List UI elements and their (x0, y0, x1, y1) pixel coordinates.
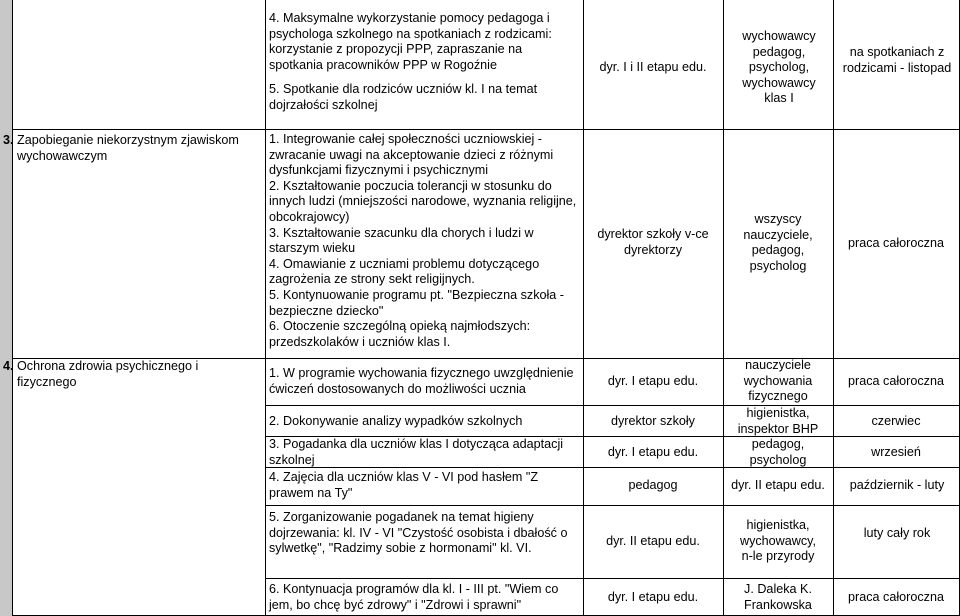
responsible-cell: dyrektor szkoły v-ce dyrektorzy (597, 227, 709, 257)
partners-cell: higienistka, wychowawcy, n-le przyrody (739, 518, 817, 564)
responsible-cell: pedagog (628, 478, 678, 492)
task-item: 3. Kształtowanie szacunku dla chorych i ludzi w starszym wieku (269, 225, 534, 256)
task-item: 1. W programie wychowania fizycznego uwzględnienie ćwiczeń dostosowanych do możliwości ucznia (269, 366, 574, 396)
task-items (269, 132, 579, 350)
task-item: 5. Zorganizowanie pogadanek na temat higieny dojrzewania: kl. IV - VI "Czystość osobista i dbałość o sylwetkę", "Radzimy sobie z hormonami" kl. VI. (269, 510, 568, 556)
task-item: 4. Omawianie z uczniami problemu dotyczącego zagrożenia ze strony sekt religijnych. (269, 256, 540, 287)
task-items (269, 11, 579, 114)
deadline-cell: praca całoroczna (848, 374, 944, 388)
grid-line (265, 505, 960, 506)
deadline-cell: wrzesień (871, 445, 921, 459)
deadline-cell: praca całoroczna (848, 236, 944, 250)
responsible-cell: dyr. I etapu edu. (607, 590, 699, 604)
grid-line (265, 578, 960, 579)
task-item: 3. Pogadanka dla uczniów klas I dotycząca adaptacji szkolnej (269, 437, 564, 467)
deadline-cell: na spotkaniach z rodzicami - listopad (842, 45, 952, 75)
partners-cell: wychowawcy pedagog, psycholog, wychowawcy klas I (742, 29, 816, 106)
responsible-cell: dyr. II etapu edu. (606, 534, 700, 548)
row-header-strip (0, 0, 12, 616)
partners-cell: higienistka, inspektor BHP (737, 406, 819, 436)
row-number: 4. (3, 359, 14, 373)
partners-cell: J. Daleka K. Frankowska (744, 582, 812, 612)
partners-cell: nauczyciele wychowania fizycznego (743, 358, 813, 404)
grid-line (265, 405, 960, 406)
responsible-cell: dyr. I etapu edu. (607, 445, 699, 459)
deadline-cell: październik - luty (849, 478, 945, 492)
task-item: 6. Kontynuacja programów dla kl. I - III pt. "Wiem co jem, bo chcę być zdrowy" i "Zdrowi i sprawni" (269, 582, 559, 612)
responsible-cell: dyr. I i II etapu edu. (599, 60, 707, 74)
grid-line (12, 0, 13, 616)
partners-cell: pedagog, psycholog (749, 437, 807, 467)
grid-line (265, 0, 266, 616)
task-item: 2. Dokonywanie analizy wypadków szkolnych (269, 414, 523, 428)
grid-line (583, 0, 584, 616)
responsible-cell: dyrektor szkoły (611, 414, 695, 428)
deadline-cell: luty cały rok (863, 526, 931, 540)
grid-line (723, 0, 724, 616)
responsible-cell: dyr. I etapu edu. (607, 374, 699, 388)
task-item: 5. Spotkanie dla rodziców uczniów kl. I na temat dojrzałości szkolnej (269, 82, 538, 112)
task-item: 5. Kontynuowanie programu pt. "Bezpieczna szkoła - bezpieczne dziecko" (269, 287, 564, 318)
task-item: 4. Maksymalne wykorzystanie pomocy pedagoga i psychologa szkolnego na spotkaniach z rodzicami: korzystanie z propozycji PPP, zapraszanie na spotkania pracowników PPP w Rogoźnie (269, 11, 552, 72)
grid-line (833, 0, 834, 616)
row-number: 3. (3, 133, 14, 147)
deadline-cell: praca całoroczna (848, 590, 944, 604)
task-title: Ochrona zdrowia psychicznego i fizycznego (17, 359, 199, 389)
task-title: Zapobieganie niekorzystnym zjawiskom wychowawczym (17, 133, 239, 163)
task-item: 4. Zajęcia dla uczniów klas V - VI pod hasłem "Z prawem na Ty" (269, 470, 539, 500)
partners-cell: wszyscy nauczyciele, pedagog, psycholog (743, 212, 813, 273)
task-item: 6. Otoczenie szczególną opieką najmłodszych: przedszkolaków i uczniów klas I. (269, 319, 531, 349)
partners-cell: dyr. II etapu edu. (731, 478, 825, 492)
grid-line (12, 129, 960, 130)
task-item: 1. Integrowanie całej społeczności uczniowskiej - zwracanie uwagi na akceptowanie dzieci z różnymi dysfunkcjami fizycznymi i psychicznymi (269, 132, 554, 178)
deadline-cell: czerwiec (871, 414, 921, 428)
task-item: 2. Kształtowanie poczucia tolerancji w stosunku do innych ludzi (mniejszości narodowe, wyznania religijne, obcokrajowcy) (269, 178, 577, 224)
